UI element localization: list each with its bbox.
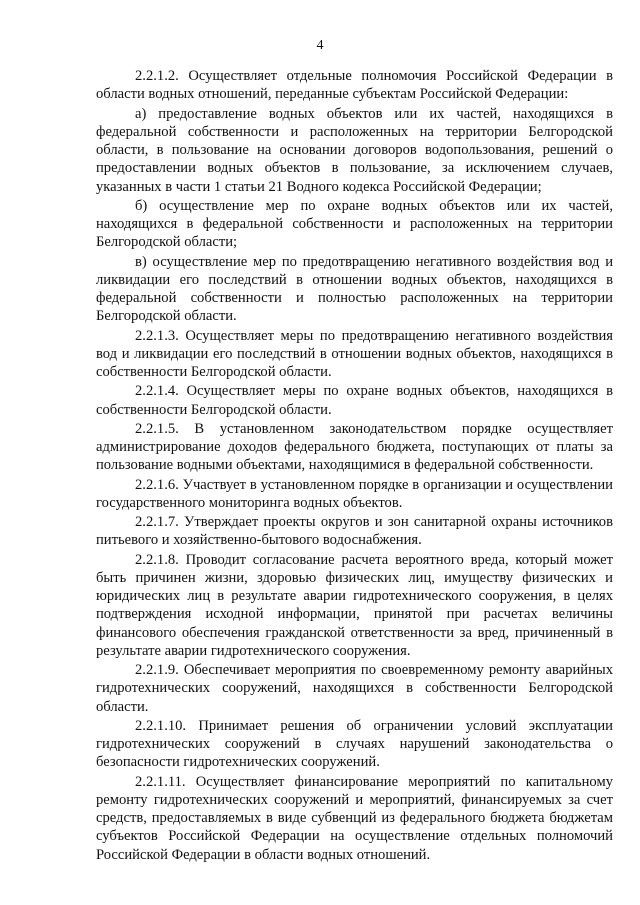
paragraph-2-2-1-8: 2.2.1.8. Проводит согласование расчета вероятного вреда, который может быть причинен жизни, здоровью физических лиц, имуществу физических и юридических лиц в результате аварии гидротехнического сооружения, в целях подтверждения исходной информации, принятой при расчетах величины финансового обеспечения гражданской ответственности за вред, причиненный в результате аварии гидротехнического сооружения. (96, 551, 613, 659)
page-number: 4 (316, 38, 324, 53)
paragraph-2-2-1-10: 2.2.1.10. Принимает решения об ограничении условий эксплуатации гидротехнических сооружений в случаях нарушений законодательства о безопасности гидротехнических сооружений. (96, 717, 613, 771)
subitem-b: б) осуществление мер по охране водных объектов или их частей, находящихся в федеральной собственности и расположенных на территории Белгородской области; (96, 197, 613, 251)
paragraph-2-2-1-11: 2.2.1.11. Осуществляет финансирование мероприятий по капитальному ремонту гидротехнических сооружений и мероприятий, финансируемых за счет средств, предоставляемых в виде субвенций из федерального бюджета бюджетам субъектов Российской Федерации на осуществление отдельных полномочий Российской Федерации в области водных отношений. (96, 773, 613, 863)
document-body (96, 67, 613, 865)
paragraph-2-2-1-2: 2.2.1.2. Осуществляет отдельные полномочия Российской Федерации в области водных отношений, переданные субъектам Российской Федерации: (96, 68, 613, 103)
paragraph-2-2-1-9: 2.2.1.9. Обеспечивает мероприятия по своевременному ремонту аварийных гидротехнических сооружений, находящихся в собственности Белгородской области. (96, 662, 613, 715)
paragraph-2-2-1-6: 2.2.1.6. Участвует в установленном порядке в организации и осуществлении государственного мониторинга водных объектов. (96, 476, 613, 511)
paragraph-2-2-1-5: 2.2.1.5. В установленном законодательством порядке осуществляет администрирование доходов федерального бюджета, поступающих от платы за пользование водными объектами, находящимися в федеральной собственности. (96, 420, 613, 474)
paragraph-2-2-1-4: 2.2.1.4. Осуществляет меры по охране водных объектов, находящихся в собственности Белгородской области. (96, 383, 613, 418)
paragraph-2-2-1-7: 2.2.1.7. Утверждает проекты округов и зон санитарной охраны источников питьевого и хозяйственно-бытового водоснабжения. (96, 514, 613, 549)
subitem-a: а) предоставление водных объектов или их частей, находящихся в федеральной собственности и расположенных на территории Белгородской области, в пользование на основании договоров водопользования, решений о предоставлении водных объектов в пользование, за исключением случаев, указанных в части 1 статьи 21 Водного кодекса Российской Федерации; (96, 105, 613, 195)
subitem-v: в) осуществление мер по предотвращению негативного воздействия вод и ликвидации его последствий в отношении водных объектов, находящихся в федеральной собственности и полностью расположенных на территории Белгородской области. (96, 253, 613, 325)
paragraph-2-2-1-3: 2.2.1.3. Осуществляет меры по предотвращению негативного воздействия вод и ликвидации его последствий в отношении водных объектов, находящихся в собственности Белгородской области. (96, 327, 613, 380)
